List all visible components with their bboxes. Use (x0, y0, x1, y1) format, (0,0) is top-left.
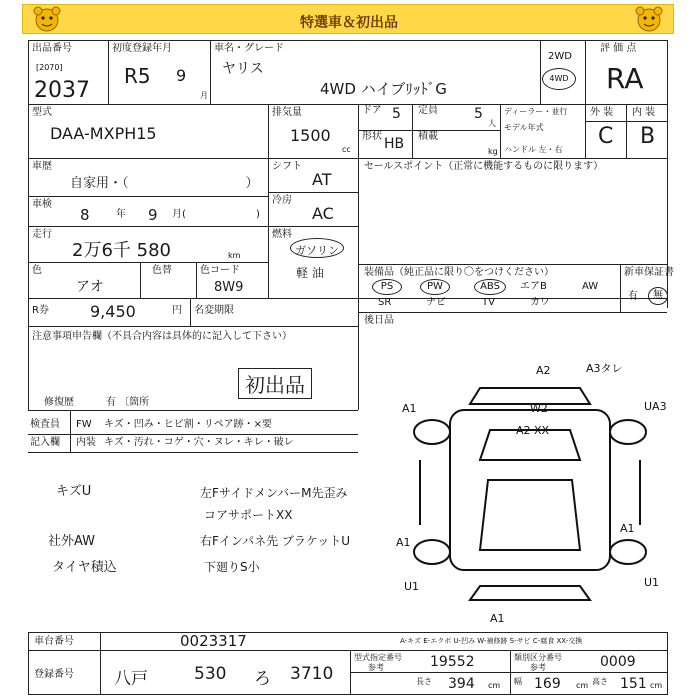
ext-value: C (598, 124, 614, 149)
diagram-mark-11: A1 (620, 522, 635, 535)
spec-type-label: 型式指定番号 (354, 653, 402, 662)
color-label: 色 (32, 265, 42, 276)
spec-len-label: 長さ (416, 677, 432, 686)
shape-value: HB (384, 136, 405, 152)
remark-left-3: タイヤ積込 (52, 560, 117, 575)
diagram-mark-2: A3タレ (586, 362, 623, 375)
spec-len-unit: cm (488, 681, 501, 690)
spec-len-value: 394 (448, 676, 475, 692)
fuel-diesel: 軽 油 (296, 266, 324, 280)
rating-value: RA (606, 62, 644, 95)
plate-number: 3710 (290, 664, 334, 684)
inspect-ext-prefix: FW (76, 419, 92, 430)
diagram-mark-6: A2 XX (516, 424, 550, 437)
plate-label: 登録番号 (34, 669, 74, 680)
history-value: 自家用・（ ） (70, 176, 259, 191)
inspect-int-prefix: 内装 (76, 437, 96, 448)
sales-label: セールスポイント（正常に機能するものに限ります） (364, 161, 604, 172)
diagram-mark-5: UA3 (644, 400, 667, 413)
doors-label: ドア (362, 105, 382, 116)
spec-width-unit: cm (576, 681, 589, 690)
load-label: 積載 (418, 131, 438, 142)
int-value: B (640, 124, 656, 149)
shape-label: 形状 (362, 131, 382, 142)
shift-value: AT (312, 170, 332, 189)
ac-label: 冷房 (272, 195, 292, 206)
handle-label: ハンドル 左・右 (504, 145, 563, 154)
equip-ps: PS (372, 279, 402, 295)
recycle-no: 無 (648, 287, 668, 305)
equip-airbag: エアB (520, 281, 547, 292)
dealer-label: ディーラー・並行 (504, 107, 568, 116)
model-label: 型式 (32, 107, 52, 118)
equip-aw: AW (582, 281, 599, 292)
reg-month: 9 (176, 66, 187, 85)
shaken-month-unit: 月( (172, 209, 186, 220)
disp-unit: cc (342, 145, 351, 154)
color-change-label: 色替 (152, 265, 172, 276)
car-name: ヤリス (222, 61, 264, 77)
remark-right-2: コアサポートXX (204, 508, 293, 522)
price-unit: 円 (172, 305, 182, 316)
spec-type-value: 19552 (430, 654, 475, 670)
notes-label: 注意事項申告欄（不具合内容は具体的に記入して下さい） (32, 331, 292, 342)
recycle-yes: 有 (628, 291, 638, 302)
plate-area: 八戸 (114, 669, 148, 689)
title-period-label: 名変期限 (194, 305, 234, 316)
ext-label: 外 装 (590, 107, 614, 118)
inspect-label-2: 記入欄 (30, 437, 60, 448)
shaken-year-unit: 年 (116, 209, 126, 220)
spec-cat-label: 類別区分番号 (514, 653, 562, 662)
equip-sr: SR (378, 297, 392, 308)
mileage-label: 走行 (32, 229, 52, 240)
diagram-mark-7: A1 (396, 536, 411, 549)
inspect-label-1: 検査員 (30, 419, 60, 430)
color-code-value: 8W9 (214, 280, 244, 295)
chassis-label: 車台番号 (34, 636, 74, 647)
shaken-close: ) (256, 209, 260, 220)
car-diagram (380, 360, 680, 630)
equip-tv: TV (482, 297, 495, 308)
diagram-mark-1: A2 (536, 364, 551, 377)
reg-era: R5 (124, 64, 151, 88)
repair-label: 修復歴 (44, 397, 74, 408)
disp-value: 1500 (290, 126, 331, 145)
equip-abs: ABS (474, 279, 506, 295)
spec-height-label: 高さ (592, 677, 608, 686)
plate-kana: ろ (254, 669, 271, 689)
shaken-label: 車検 (32, 199, 52, 210)
load-unit: kg (488, 147, 498, 156)
diagram-mark-8: U1 (404, 580, 420, 593)
name-label: 車名・グレード (214, 43, 284, 54)
inspect-int-text: キズ・汚れ・コゲ・穴・ヌレ・キレ・破レ (104, 437, 294, 448)
mileage-value: 2万6千 580 (72, 240, 171, 261)
lot-number: 2037 (34, 78, 90, 103)
shaken-year: 8 (80, 206, 90, 224)
equip-label: 装備品（純正品に限り〇をつけください） (364, 267, 554, 278)
history-label: 車歴 (32, 161, 52, 172)
repair-value: 有 〔箇所 (106, 397, 150, 408)
doors-value: 5 (392, 106, 401, 122)
ac-value: AC (312, 204, 334, 223)
int-label: 内 装 (632, 107, 656, 118)
right-mascot-icon (635, 5, 663, 33)
diagram-mark-3: A1 (402, 402, 417, 415)
price-label: R券 (32, 305, 49, 316)
fuel-label: 燃料 (272, 229, 292, 240)
diagram-mark-10: A1 (490, 612, 505, 625)
drive-value: 4WD (542, 68, 576, 90)
rating-label: 評 価 点 (600, 43, 637, 54)
inspect-ext-text: キズ・凹み・ヒビ割・リペア跡・×要 (104, 419, 272, 430)
after-label: 後日品 (364, 315, 394, 326)
plate-class: 530 (194, 664, 227, 684)
spec-height-value: 151 (620, 676, 647, 692)
legend-text: A-キズ E-エクボ U-凹み W-補修跡 S-サビ C-腐食 XX-交換 (400, 637, 583, 645)
cap-value: 5 (474, 106, 483, 122)
title-banner (22, 4, 674, 34)
price-value: 9,450 (90, 302, 136, 321)
model-year-label: モデル年式 (504, 123, 544, 132)
remark-left-1: キズU (56, 484, 92, 499)
color-code-label: 色コード (200, 265, 240, 276)
cap-label: 定員 (418, 105, 438, 116)
shaken-month: 9 (148, 206, 158, 224)
remark-right-3: 右Fインパネ先 ブラケットU (200, 534, 351, 548)
remark-left-2: 社外AW (48, 534, 96, 549)
spec-cat-value: 0009 (600, 654, 636, 670)
spec-height-unit: cm (650, 681, 663, 690)
spec-ref-1: 参考 (368, 663, 384, 672)
equip-leather: カワ (530, 297, 550, 308)
grade: 4WD ハイブﾘｯﾄﾞG (320, 80, 447, 98)
remark-right-4: 下廻りS小 (204, 560, 260, 574)
spec-width-label: 幅 (514, 677, 522, 686)
chassis-value: 0023317 (180, 632, 247, 650)
spec-width-value: 169 (534, 676, 561, 692)
recycle-label: 新車保証書 (624, 267, 674, 278)
reg-label: 初度登録年月 (112, 43, 172, 54)
diagram-mark-4: W2 (530, 402, 548, 415)
spec-ref-2: 参考 (530, 663, 546, 672)
lot-code: [2070] (36, 63, 63, 72)
reg-month-unit: 月 (200, 91, 208, 100)
diagram-mark-9: U1 (644, 576, 660, 589)
notes-stamp: 初出品 (238, 368, 312, 399)
mileage-unit: km (228, 251, 241, 260)
lot-label: 出品番号 (32, 43, 72, 54)
fuel-gas: ガソリン (290, 238, 344, 258)
equip-pw: PW (420, 279, 450, 295)
equip-navi: ナビ (426, 297, 446, 308)
remark-right-1: 左FサイドメンバーM先歪み (200, 486, 348, 500)
drive-label: 2WD (548, 51, 572, 62)
banner-title: 特選車＆初出品 (300, 15, 398, 31)
shift-label: シフト (272, 161, 302, 172)
model-value: DAA-MXPH15 (50, 124, 157, 143)
cap-unit: 人 (488, 119, 496, 128)
color-value: アオ (76, 279, 104, 295)
disp-label: 排気量 (272, 107, 302, 118)
